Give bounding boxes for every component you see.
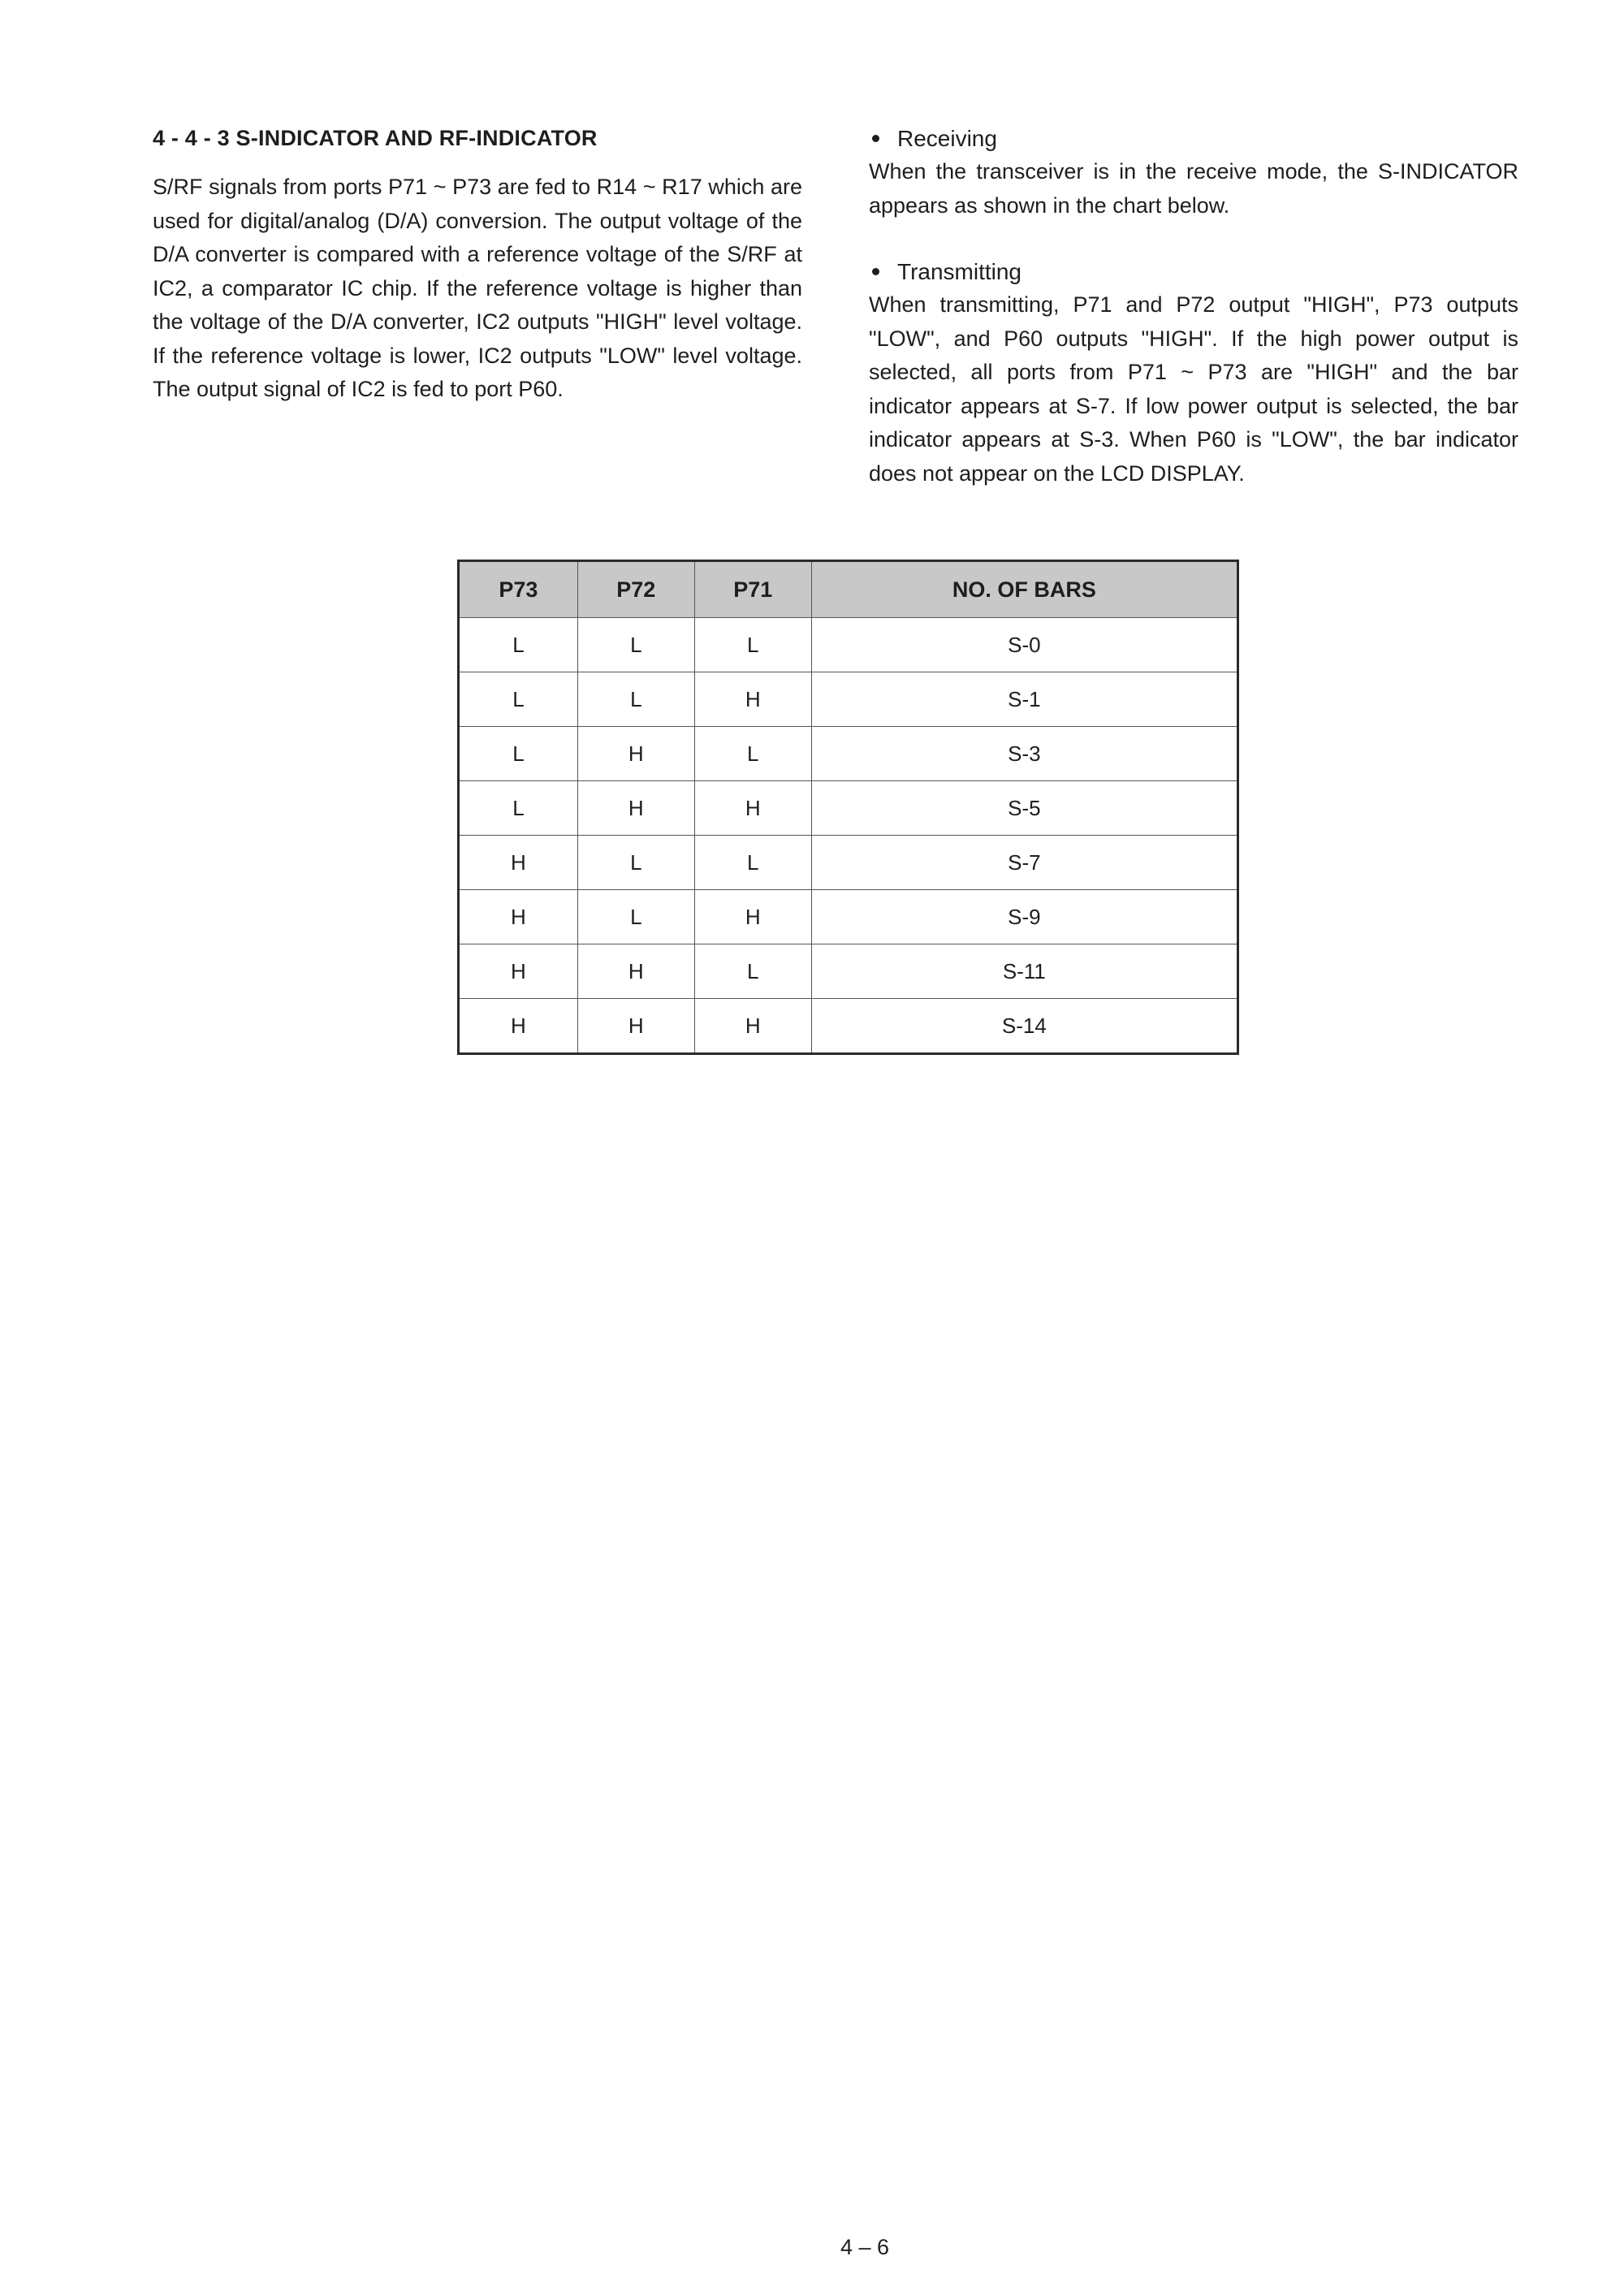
cell-p72: H bbox=[577, 781, 694, 836]
cell-p73: H bbox=[459, 944, 578, 999]
cell-p71: H bbox=[694, 781, 811, 836]
bullet-icon bbox=[872, 268, 879, 275]
bullet-icon bbox=[872, 135, 879, 142]
spacer bbox=[869, 223, 1518, 255]
cell-p73: L bbox=[459, 618, 578, 672]
cell-p72: L bbox=[577, 890, 694, 944]
table-row bbox=[459, 836, 1238, 890]
transmitting-paragraph: When transmitting, P71 and P72 output "HIGH", P73 outputs "LOW", and P60 outputs "HIGH". If the high power output is selected, all ports from P71 ~ P73 are "HIGH" and the bar indicator appears at S-7. If low power output is selected, the bar indicator appears at S-3. When P60 is "LOW", the bar indicator does not appear on the LCD DISPLAY. bbox=[869, 292, 1518, 486]
cell-p73: L bbox=[459, 781, 578, 836]
cell-bars: S-14 bbox=[811, 999, 1237, 1054]
page-number: 4 – 6 bbox=[840, 2235, 890, 2259]
cell-p72: L bbox=[577, 672, 694, 727]
cell-bars: S-0 bbox=[811, 618, 1237, 672]
cell-p71: L bbox=[694, 727, 811, 781]
section-heading: 4 - 4 - 3 S-INDICATOR AND RF-INDICATOR bbox=[153, 126, 598, 150]
cell-p72: L bbox=[577, 618, 694, 672]
cell-bars: S-7 bbox=[811, 836, 1237, 890]
transmitting-heading bbox=[869, 255, 1518, 288]
table-row bbox=[459, 618, 1238, 672]
transmitting-title: Transmitting bbox=[897, 259, 1022, 284]
cell-p71: H bbox=[694, 999, 811, 1054]
receiving-title: Receiving bbox=[897, 126, 997, 151]
cell-p71: L bbox=[694, 944, 811, 999]
header-bars: NO. OF BARS bbox=[811, 561, 1237, 618]
cell-bars: S-3 bbox=[811, 727, 1237, 781]
cell-p73: H bbox=[459, 836, 578, 890]
cell-p72: L bbox=[577, 836, 694, 890]
right-column bbox=[869, 122, 1518, 491]
table-row bbox=[459, 727, 1238, 781]
cell-p72: H bbox=[577, 727, 694, 781]
table-row bbox=[459, 781, 1238, 836]
header-p71: P71 bbox=[694, 561, 811, 618]
cell-p73: H bbox=[459, 999, 578, 1054]
cell-p72: H bbox=[577, 999, 694, 1054]
receiving-paragraph: When the transceiver is in the receive mode, the S-INDICATOR appears as shown in the chart below. bbox=[869, 159, 1518, 218]
table-row bbox=[459, 672, 1238, 727]
table-row bbox=[459, 890, 1238, 944]
cell-p73: H bbox=[459, 890, 578, 944]
cell-p71: L bbox=[694, 836, 811, 890]
cell-bars: S-1 bbox=[811, 672, 1237, 727]
header-p72: P72 bbox=[577, 561, 694, 618]
left-column bbox=[153, 122, 802, 407]
section-paragraph: S/RF signals from ports P71 ~ P73 are fed to R14 ~ R17 which are used for digital/analog (D/A) conversion. The output voltage of the D/A converter is compared with a reference voltage of the S/RF at IC2, a comparator IC chip. If the reference voltage is higher than the voltage of the D/A converter, IC2 outputs "HIGH" level voltage. If the reference voltage is lower, IC2 outputs "LOW" level voltage. The output signal of IC2 is fed to port P60. bbox=[153, 175, 802, 401]
cell-bars: S-5 bbox=[811, 781, 1237, 836]
header-p73: P73 bbox=[459, 561, 578, 618]
table-row bbox=[459, 999, 1238, 1054]
cell-bars: S-9 bbox=[811, 890, 1237, 944]
cell-p73: L bbox=[459, 672, 578, 727]
cell-p71: H bbox=[694, 890, 811, 944]
cell-p73: L bbox=[459, 727, 578, 781]
receiving-heading bbox=[869, 122, 1518, 155]
table-row bbox=[459, 944, 1238, 999]
bars-table bbox=[457, 560, 1239, 1055]
table-header-row bbox=[459, 561, 1238, 618]
cell-p71: L bbox=[694, 618, 811, 672]
cell-bars: S-11 bbox=[811, 944, 1237, 999]
cell-p71: H bbox=[694, 672, 811, 727]
cell-p72: H bbox=[577, 944, 694, 999]
